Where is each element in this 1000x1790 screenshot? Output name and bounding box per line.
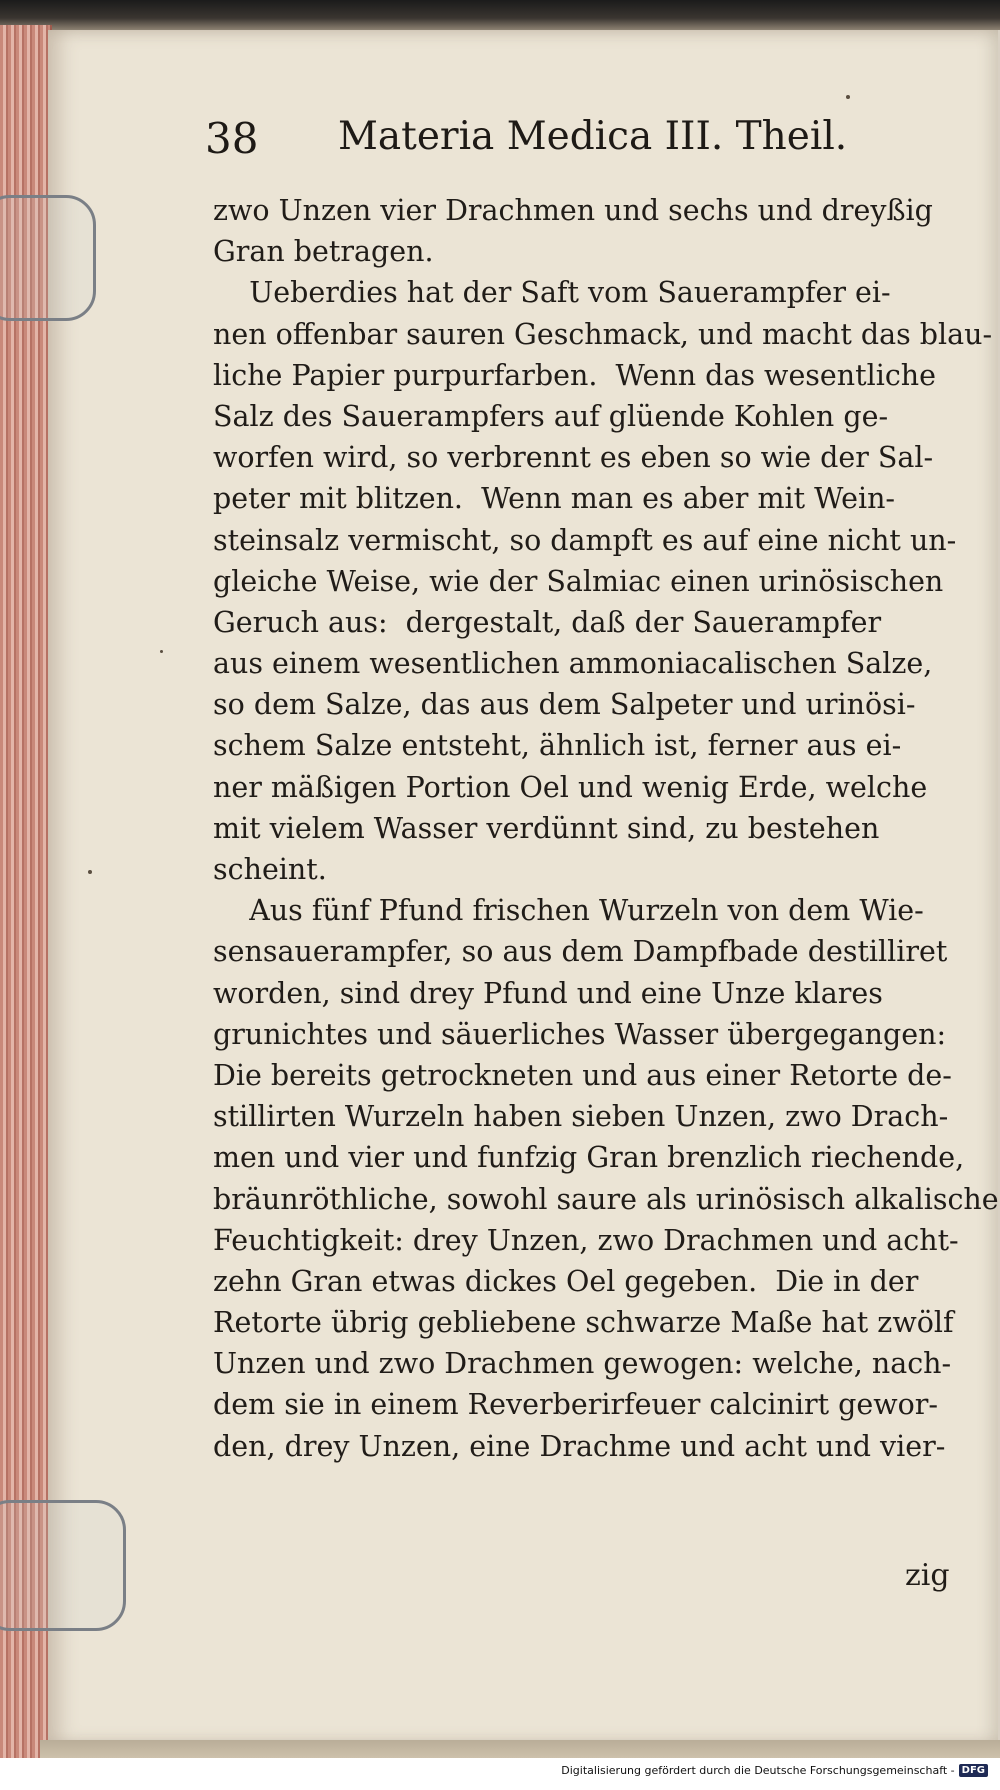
text-line: zwo Unzen vier Drachmen und sechs und dreyßig [213, 194, 933, 227]
text-line: gleiche Weise, wie der Salmiac einen urinösischen [213, 564, 944, 598]
text-line: ner mäßigen Portion Oel und wenig Erde, welche [213, 770, 928, 804]
text-line: Aus fünf Pfund frischen Wurzeln von dem Wie- [213, 894, 924, 928]
text-line: schem Salze entsteht, ähnlich ist, ferner aus ei- [213, 729, 902, 763]
text-line: worfen wird, so verbrennt es eben so wie der Sal- [213, 441, 934, 475]
holding-clip-top [0, 195, 96, 321]
holding-clip-bottom [0, 1500, 126, 1631]
running-title: Materia Medica III. Theil. [338, 114, 848, 159]
text-line: zehn Gran etwas dickes Oel gegeben. Die in der [213, 1264, 919, 1298]
text-line: aus einem wesentlichen ammoniacalischen Salze, [213, 647, 933, 681]
dfg-logo: DFG [959, 1764, 988, 1777]
text-line: peter mit blitzen. Wenn man es aber mit Wein- [213, 482, 896, 516]
text-line: Feuchtigkeit: drey Unzen, zwo Drachmen und acht- [213, 1223, 959, 1257]
text-line: Die bereits getrockneten und aus einer Retorte de- [213, 1058, 952, 1092]
text-line: sensauerampfer, so aus dem Dampfbade destilliret [213, 935, 948, 969]
page-header [205, 108, 848, 168]
text-line: Retorte übrig gebliebene schwarze Maße hat zwölf [213, 1306, 954, 1340]
text-line: stillirten Wurzeln haben sieben Unzen, zwo Drach- [213, 1100, 949, 1134]
scan-top-shadow [0, 0, 1000, 30]
catchword: zig [905, 1558, 950, 1593]
text-line: nen offenbar sauren Geschmack, und macht das blau- [213, 317, 993, 351]
text-line: worden, sind drey Pfund und eine Unze klares [213, 976, 883, 1010]
text-line: men und vier und funfzig Gran brenzlich riechende, [213, 1141, 965, 1175]
text-line: bräunröthliche, sowohl saure als urinösisch alkalische [213, 1182, 999, 1216]
text-line: Salz des Sauerampfers auf glüende Kohlen ge- [213, 399, 889, 433]
text-line: liche Papier purpurfarben. Wenn das wesentliche [213, 358, 937, 392]
text-line: dem sie in einem Reverberirfeuer calcinirt gewor- [213, 1388, 939, 1422]
text-line: scheint. [213, 853, 327, 886]
text-line: Geruch aus: dergestalt, daß der Sauerampfer [213, 605, 882, 639]
body-text [213, 190, 999, 1467]
book-bottom-edge [40, 1740, 1000, 1758]
text-line: so dem Salze, das aus dem Salpeter und urinösi- [213, 688, 916, 722]
text-line: den, drey Unzen, eine Drachme und acht und vier- [213, 1429, 946, 1463]
text-line: grunichtes und säuerliches Wasser übergegangen: [213, 1017, 947, 1051]
page-number: 38 [205, 114, 259, 163]
digitization-credit [561, 1764, 988, 1777]
text-line: Unzen und zwo Drachmen gewogen: welche, nach- [213, 1347, 952, 1381]
credit-text: Digitalisierung gefördert durch die Deutsche Forschungsgemeinschaft - [561, 1764, 955, 1777]
text-line: steinsalz vermischt, so dampft es auf eine nicht un- [213, 523, 957, 557]
text-line: Gran betragen. [213, 235, 434, 269]
text-line: mit vielem Wasser verdünnt sind, zu bestehen [213, 811, 880, 845]
text-line: Ueberdies hat der Saft vom Sauerampfer ei- [213, 276, 891, 310]
